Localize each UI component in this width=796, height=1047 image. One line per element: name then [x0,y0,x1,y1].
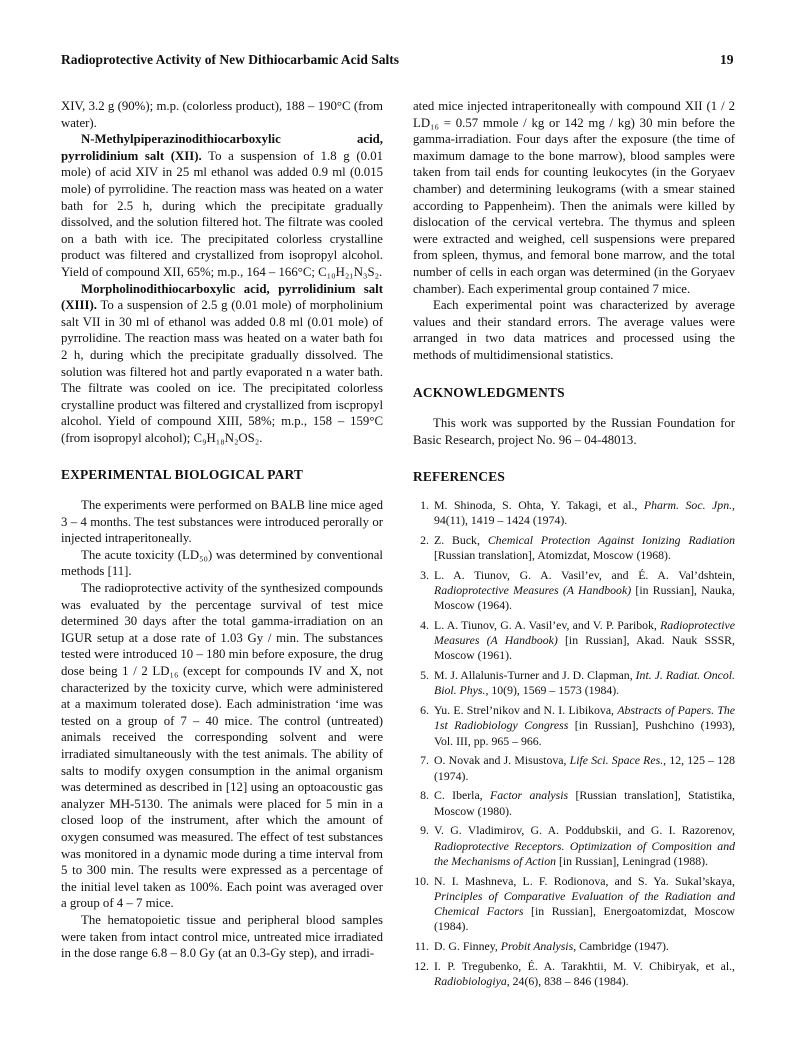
right-column [413,98,735,994]
reference-details: [in Russian], Energoatomizdat, Moscow (1984). [434,904,735,934]
reference-number: 5. [420,668,429,683]
paragraph-toxicity: The acute toxicity (LD₅₀) was determined by conventional methods [11]. [61,547,383,579]
reference-item [413,939,735,954]
paragraph-hematopoietic: The hematopoietic tissue and peripheral blood samples were taken from intact control mice, untreated mice irradiated in the dose range 6.8 – 8.0 Gy (at an 0.3-Gy step), and irradi- [61,912,383,961]
reference-item [413,874,735,935]
section-heading-references: REFERENCES [413,469,506,485]
reference-source: Radioprotective Measures (A Handbook) [434,618,735,648]
page-number: 19 [720,52,734,67]
reference-number: 9. [420,823,429,838]
paragraph-irradiated-mice: ated mice injected intraperitoneally with compound XII (1 / 2 LD₁₆ = 0.57 mmole / kg or 142 mg / kg) 30 min before the gamma-irradiation. Four days after the exposure (the time of maximum damage to the bone marrow), blood samples were taken from tail ends for counting leukocytes (in the Goryaev chamber) and determining leukograms (with a smear stained according to Pappenheim). Then the animals were killed by dislocation of the cervical vertebra. The thymus and spleen were extracted and weighed, cell suspensions were prepared from spleen, thymus, and femoral bone marrow, and the total number of cells in each organ was determined (in the Goryaev chamber). Each experimental group contained 7 mice. [413,99,735,296]
reference-details: [Russian translation], Atomizdat, Moscow (1968). [434,548,671,563]
reference-details: , Cambridge (1947). [573,939,669,954]
reference-details: [in Russian], Leningrad (1988). [556,853,709,868]
compound-xiii-heading: Morpholinodithiocarboxylic acid, pyrrolidinium salt (XIII). [61,281,383,313]
reference-details: [Russian translation], Statistika, Moscow (1980). [434,788,736,818]
reference-source: Abstracts of Papers. The 1st Radiobiology Congress [434,703,736,733]
reference-authors: L. A. Tiunov, G. A. Vasil’ev, and V. P. Paribok, [434,618,661,633]
reference-source: Radiobiologiya [434,974,507,989]
reference-item [413,568,735,614]
reference-details: [in Russian], Pushchino (1993), Vol. III, pp. 965 – 966. [434,718,735,748]
reference-authors: N. I. Mashneva, L. F. Rodionova, and S. Ya. Sukal’skaya, [434,873,735,888]
reference-number: 4. [420,618,429,633]
reference-number: 7. [420,753,429,768]
reference-number: 11. [414,939,429,954]
reference-number: 8. [420,788,429,803]
paragraph-compound-xii [61,131,383,280]
paragraph-mice: The experiments were performed on BALB line mice aged 3 – 4 months. The test substances were introduced perorally or injected intraperitoneally. [61,498,383,546]
reference-source: Chemical Protection Against Ionizing Radiation [487,532,736,547]
reference-authors: I. P. Tregubenko, É. A. Tarakhtii, M. V. Chibiryak, et al., [434,958,735,973]
reference-item [413,823,735,869]
reference-authors: L. A. Tiunov, G. A. Vasil’ev, and É. A. Val’dshtein, [434,567,735,582]
reference-authors: Z. Buck, [434,532,488,547]
reference-authors: O. Novak and J. Misustova, [434,753,570,768]
reference-item [413,668,735,698]
reference-authors: Yu. E. Strel’nikov and N. I. Libikova, [434,703,618,718]
reference-details: [in Russian], Nauka, Moscow (1964). [434,583,735,613]
reference-number: 6. [420,703,429,718]
reference-source: Factor analysis [489,788,569,803]
reference-number: 2. [420,532,429,547]
reference-details: , 12, 125 – 128 (1974). [434,753,735,783]
reference-source: Radioprotective Receptors. Optimization of Composition and the Mechanisms of Action [434,838,735,868]
left-column [61,98,383,962]
paragraph-acknowledgments: This work was supported by the Russian Foundation for Basic Research, project No. 96 – 04-48013. [413,416,735,447]
reference-source: Probit Analysis [500,939,574,954]
reference-source: Principles of Comparative Evaluation of the Radiation and Chemical Factors [434,888,735,919]
running-head: Radioprotective Activity of New Dithiocarbamic Acid Salts [61,52,399,67]
reference-item [413,498,735,528]
reference-number: 1. [420,497,429,512]
paragraph-compound-xiii [61,281,383,447]
paragraph-xiv-tail: XIV, 3.2 g (90%); m.p. (colorless product), 188 – 190°C (from water). [61,99,383,130]
reference-source: Life Sci. Space Res. [569,753,664,768]
reference-source: Pharm. Soc. Jpn. [643,497,733,512]
compound-xii-heading: N-Methylpiperazinodithiocarboxylic acid, pyrrolidinium salt (XII). [61,132,383,163]
reference-details: , 24(6), 838 – 846 (1984). [506,974,629,989]
paragraph-statistics: Each experimental point was characterized by average values and their standard errors. The average values were arranged in two data matrices and processed using the methods of multidimensional statistics. [413,298,735,362]
reference-details: , 10(9), 1569 – 1573 (1984). [485,683,620,698]
reference-item [413,959,735,989]
section-heading-experimental: EXPERIMENTAL BIOLOGICAL PART [61,467,303,483]
reference-number: 10. [414,873,429,888]
reference-authors: D. G. Finney, [434,939,501,954]
reference-authors: M. J. Allalunis-Turner and J. D. Clapman, [434,668,636,683]
reference-authors: V. G. Vladimirov, G. A. Poddubskii, and G. I. Razorenov, [434,823,735,838]
paragraph-radioprotective: The radioprotective activity of the synthesized compounds was evaluated by the percentage survival of test mice determined 30 days after the total gamma-irradiation on an IGUR setup at a dose rate of 1.03 Gy / min. The substances tested were introduced 10 – 180 min before exposure, the drug dose being 1 / 2 LD₁₆ (except for compounds IV and X, not characterized by the toxicity curve, which were administered at a maximum tolerated dose). Each administration ‘ime was tested on a group of 7 – 40 mice. The control (untreated) animals received the corresponding solvent and were irradiated simultaneously with the test animals. The ability of salts to modify oxygen consumption in the animal organism was determined as described in [12] using an optoacoustic gas analyzer MH-5130. The animals were placed for 5 min in a closed loop of the instrument, after which the amount of oxygen consumed was measured. The effect of test substances was monitored in a dynamic mode during a time interval from 5 to 300 min. The results were expressed as a percentage of the initial level taken as 100%. Each point was averaged over a group of 4 – 7 mice. [61,581,383,911]
reference-details: [in Russian], Akad. Nauk SSSR, Moscow (1961). [434,633,735,663]
reference-item [413,533,735,563]
section-heading-acknowledgments: ACKNOWLEDGMENTS [413,384,565,400]
reference-item [413,703,735,749]
reference-item [413,788,735,818]
reference-details: , 94(11), 1419 – 1424 (1974). [434,497,735,528]
reference-source: Int. J. Radiat. Oncol. Biol. Phys. [434,668,735,698]
reference-authors: M. Shinoda, S. Ohta, Y. Takagi, et al., [434,497,644,512]
reference-item [413,618,735,664]
reference-authors: C. Iberla, [434,788,490,803]
compound-xii-text: To a suspension of 1.8 g (0.01 mole) of acid XIV in 25 ml ethanol was added 0.9 ml (0.015 mole) of pyrrolidine. The reaction mass was heated on a water bath for 2.5 h, during which the precipitate gradually dissolved, and the solution filtered hot. The filtrate was cooled on a bath with ice. The precipitated colorless crystalline product was filtered and crystallized from isopropyl alcohol. Yield of compound XII, 65%; m.p., 164 – 166°C; C₁₀H₂₁N₃S₂. [61,148,383,279]
compound-xiii-text: To a suspension of 2.5 g (0.01 mole) of morpholinium salt VII in 30 ml of ethanol was added 0.8 ml (0.01 mole) of pyrrolidine. The reaction mass was heated on a water bath foı 2 h, during which the precipitate gradually dissolved. The solution was filtered hot and partly evaporated n a water bath. The filtrate was cooled on ice. The precipitated colorless crystalline product was filtered and crystallized from iscpropyl alcohol. Yield of compound XIII, 58%; m.p., 158 – 159°C (from isopropyl alcohol); C₉H₁₈N₂OS₂. [61,298,383,445]
reference-number: 3. [420,567,429,582]
reference-number: 12. [414,958,429,973]
reference-source: Radioprotective Measures (A Handbook) [434,583,632,598]
reference-item [413,753,735,783]
reference-list [413,498,735,989]
